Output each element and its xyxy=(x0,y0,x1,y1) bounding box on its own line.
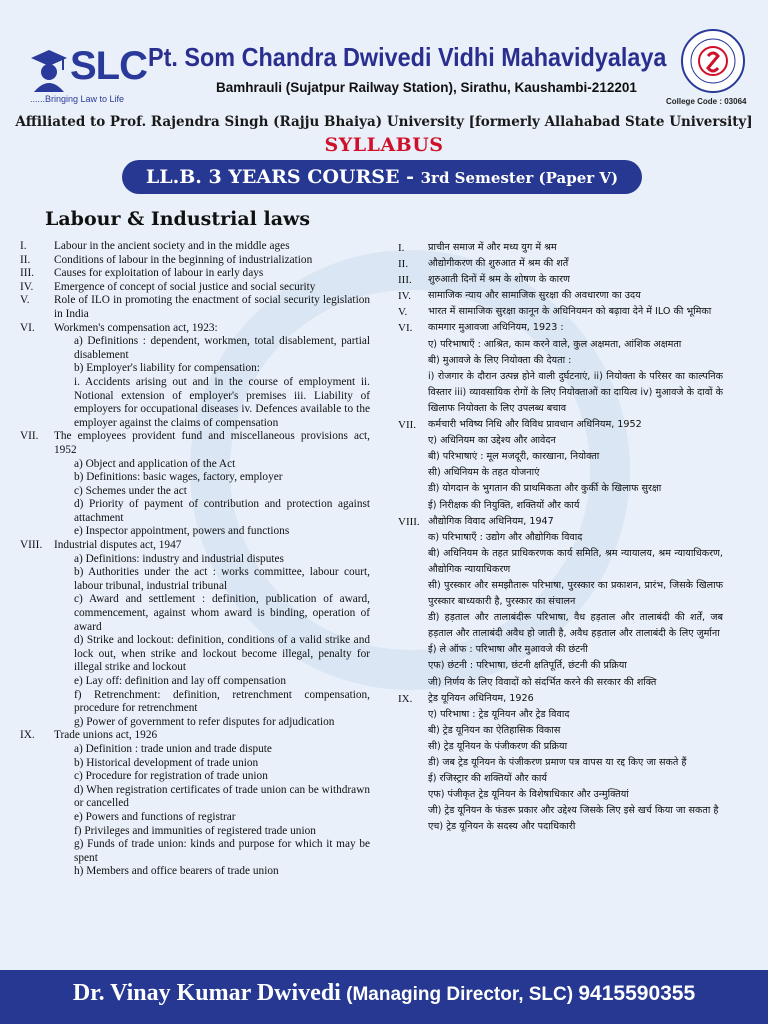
sub-item: एफ) छंटनी : परिभाषा, छंटनी क्षतिपूर्ति, छंटनी की प्रक्रिया xyxy=(428,660,627,672)
item-text: कामगार मुआवजा अधिनियम, 1923 : xyxy=(428,322,564,334)
item-number: VIII. xyxy=(20,539,43,552)
item-text: Causes for exploitation of labour in early days xyxy=(54,267,264,280)
item-text: Emergence of concept of social justice and social security xyxy=(54,280,316,293)
item-text: The employees provident fund and miscellaneous provisions act, 1952 xyxy=(54,430,370,456)
item-number: IV. xyxy=(20,280,34,293)
item-text: प्राचीन समाज में और मध्य युग में श्रम xyxy=(428,242,557,253)
sub-item: डी) हड़ताल और तालाबंदीरू परिभाषा, वैध हड़ताल और तालाबंदी की शर्तें, जब हड़ताल और तालाबंदी अवैध हो जाती है, अवैध हड़ताल और तालाबंदी के लिए जुर्माना xyxy=(428,612,723,640)
item-text: Labour in the ancient society and in the middle ages xyxy=(54,240,290,252)
director-name: Dr. Vinay Kumar Dwivedi xyxy=(72,980,341,1006)
list-item xyxy=(20,281,370,295)
item-text: Workmen's compensation act, 1923: xyxy=(54,321,218,334)
list-item xyxy=(398,288,723,304)
sub-item: d) Strike and lockout: definition, conditions of a valid strike and lock out, when strike and lockout become illegal, penalty for illegal strike and lockout xyxy=(74,634,370,674)
sub-item: बी) परिभाषाएं : मूल मजदूरी, कारखाना, नियोक्ता xyxy=(428,451,600,463)
item-text: Trade unions act, 1926 xyxy=(54,729,158,742)
course-banner xyxy=(122,160,642,194)
item-number: III. xyxy=(398,274,412,287)
item-number: IX. xyxy=(20,729,35,742)
sub-item: e) Lay off: definition and lay off compensation xyxy=(74,675,286,687)
item-text: कर्मचारी भविष्य निधि और विविध प्रावधान अधिनियम, 1952 xyxy=(428,419,642,431)
syllabus-english-column xyxy=(20,240,370,879)
sub-item: ए) परिभाषाएँ : आश्रित, काम करने वाले, कुल अक्षमता, आंशिक अक्षमता xyxy=(428,338,682,350)
slc-logo xyxy=(30,44,147,104)
list-item xyxy=(398,514,723,530)
sub-item: बी) मुआवजे के लिए नियोक्ता की देयता : xyxy=(428,354,572,366)
sub-item: c) Award and settlement : definition, publication of award, commencement, against whom award is binding, operation of award xyxy=(74,593,370,633)
item-number: VIII. xyxy=(398,515,420,528)
item-number: IV. xyxy=(398,290,411,303)
item-number: V. xyxy=(398,306,408,319)
sub-item: e) Powers and functions of registrar xyxy=(74,810,236,823)
sub-item: जी) ट्रेड यूनियन के फंडरू प्रकार और उद्देश्य जिसके लिए इसे खर्च किया जा सकता है xyxy=(428,805,719,817)
item-number: I. xyxy=(20,240,27,252)
item-text: शुरुआती दिनों में श्रम के शोषण के कारण xyxy=(428,274,570,286)
list-item xyxy=(398,320,723,336)
list-item xyxy=(398,256,723,272)
sub-item: a) Object and application of the Act xyxy=(74,457,236,470)
sub-item: डी) जब ट्रेड यूनियन के पंजीकरण प्रमाण पत्र वापस या रद्द किए जा सकते हैं xyxy=(428,757,687,768)
sub-item: g) Power of government to refer disputes for adjudication xyxy=(74,715,335,728)
item-number: III. xyxy=(20,267,35,280)
sub-item: f) Retrenchment: definition, retrenchment compensation, procedure for retrenchment xyxy=(74,688,370,715)
college-seal-icon xyxy=(680,28,746,94)
sub-item: g) Funds of trade union: kinds and purpose for which it may be spent xyxy=(74,838,370,864)
list-item xyxy=(398,240,723,256)
contact-phone: 9415590355 xyxy=(578,982,696,1005)
sub-item: b) Authorities under the act : works committee, labour court, labour tribunal, industrial tribunal xyxy=(74,566,370,592)
item-text: भारत में सामाजिक सुरक्षा कानून के अधिनियमन को बढ़ावा देने में ILO की भूमिका xyxy=(428,306,712,318)
sub-item: ई) रजिस्ट्रार की शक्तियों और कार्य xyxy=(428,773,547,785)
item-text: औद्योगिक विवाद अधिनियम, 1947 xyxy=(428,515,554,527)
sub-item: बी) ट्रेड यूनियन का ऐतिहासिक विकास xyxy=(428,724,561,736)
logo-text: SLC xyxy=(70,44,147,88)
list-item xyxy=(20,294,370,321)
item-number: IX. xyxy=(398,692,413,705)
item-text: Industrial disputes act, 1947 xyxy=(54,539,182,552)
list-item xyxy=(20,240,370,254)
sub-item: क) परिभाषाएँ : उद्योग और औद्योगिक विवाद xyxy=(428,531,583,543)
sub-item: a) Definitions : dependent, workmen, total disablement, partial disablement xyxy=(74,335,370,361)
footer-banner xyxy=(0,970,768,1024)
sub-item: सी) ट्रेड यूनियन के पंजीकरण की प्रक्रिया xyxy=(428,740,568,752)
sub-item: बी) अधिनियम के तहत प्राधिकरणक कार्य समिति, श्रम न्यायालय, श्रम न्यायाधिकरण, औद्योगिक न्यायाधिकरण xyxy=(428,547,723,575)
director-role: (Managing Director, SLC) xyxy=(340,984,579,1005)
sub-item: ए) परिभाषा : ट्रेड यूनियन और ट्रेड विवाद xyxy=(428,708,570,720)
sub-item: सी) पुरस्कार और समझौतारू परिभाषा, पुरस्कार का प्रकाशन, प्रारंभ, जिसके खिलाफ पुरस्कार बाध्यकारी है, पुरस्कार का संचालन xyxy=(428,579,723,608)
item-text: ट्रेड यूनियन अधिनियम, 1926 xyxy=(428,692,534,704)
item-number: II. xyxy=(398,258,409,271)
item-number: VI. xyxy=(20,321,35,334)
sub-item: b) Historical development of trade union xyxy=(74,756,259,769)
sub-item: डी) योगदान के भुगतान की प्राथमिकता और कुर्की के खिलाफ सुरक्षा xyxy=(428,483,662,495)
item-text: Conditions of labour in the beginning of industrialization xyxy=(54,253,313,266)
item-number: VI. xyxy=(398,322,413,335)
sub-item: जी) निर्णय के लिए विवादों को संदर्भित करने की सरकार की शक्ति xyxy=(428,676,657,688)
sub-item: d) When registration certificates of trade union can be withdrawn or cancelled xyxy=(74,783,370,810)
item-number: I. xyxy=(398,242,405,254)
sub-item: e) Inspector appointment, powers and functions xyxy=(74,525,290,538)
list-item xyxy=(398,417,723,433)
syllabus-hindi-column xyxy=(398,240,723,835)
list-item xyxy=(398,304,723,320)
sub-item: ई) ले ऑफ : परिभाषा और मुआवजे की छंटनी xyxy=(428,644,588,656)
sub-item: b) Definitions: basic wages, factory, employer xyxy=(74,471,283,484)
item-number: V. xyxy=(20,294,30,307)
sub-item: ई) निरीक्षक की नियुक्ति, शक्तियों और कार्य xyxy=(428,499,580,511)
item-text: Role of ILO in promoting the enactment of social security legislation in India xyxy=(54,294,370,320)
list-item xyxy=(20,539,370,553)
course-semester: 3rd Semester (Paper V) xyxy=(420,169,619,187)
sub-item: a) Definition : trade union and trade dispute xyxy=(74,742,272,755)
sub-item: c) Procedure for registration of trade union xyxy=(74,770,268,783)
sub-item: b) Employer's liability for compensation: xyxy=(74,362,260,375)
list-item xyxy=(20,322,370,336)
syllabus-heading: SYLLABUS xyxy=(324,134,444,156)
sub-item: i) रोजगार के दौरान उत्पन्न होने वाली दुर्घटनाएं, ii) नियोक्ता के परिसर का काल्पनिक विस्तार iii) व्यावसायिक रोगों के लिए नियोक्ताओं का दायित्व iv) मुआवजे के दावों के खिलाफ नियोक्ता के लिए उपलब्ध बचाव xyxy=(428,370,723,414)
list-item xyxy=(20,267,370,281)
course-title: LL.B. 3 YEARS COURSE - xyxy=(145,166,421,188)
sub-item: i. Accidents arising out and in the course of employment ii. Notional extension of employer's premises iii. Liability of employers for occupational diseases iv. Defences available to the employer against the claims of compensation xyxy=(74,375,370,429)
item-number: VII. xyxy=(398,419,417,432)
item-text: सामाजिक न्याय और सामाजिक सुरक्षा की अवधारणा का उदय xyxy=(428,290,641,302)
list-item xyxy=(20,430,370,457)
sub-item: ए) अधिनियम का उद्देश्य और आवेदन xyxy=(428,435,556,447)
sub-item: सी) अधिनियम के तहत योजनाएं xyxy=(428,467,540,479)
item-number: VII. xyxy=(20,430,39,443)
item-number: II. xyxy=(20,253,31,266)
graduate-icon xyxy=(30,48,68,92)
college-address: Bamhrauli (Sujatpur Railway Station), Sirathu, Kaushambi-212201 xyxy=(216,80,637,95)
sub-item: h) Members and office bearers of trade union xyxy=(74,865,279,878)
tagline: ......Bringing Law to Life xyxy=(30,94,125,104)
sub-item: एच) ट्रेड यूनियन के सदस्य और पदाधिकारी xyxy=(428,821,576,833)
sub-item: c) Schemes under the act xyxy=(74,484,187,497)
list-item xyxy=(398,691,723,707)
item-text: औद्योगीकरण की शुरुआत में श्रम की शर्तें xyxy=(428,258,569,270)
list-item xyxy=(20,729,370,743)
college-name: Pt. Som Chandra Dwivedi Vidhi Mahavidyalaya xyxy=(148,42,667,72)
sub-item: a) Definitions: industry and industrial disputes xyxy=(74,552,284,565)
subject-title: Labour & Industrial laws xyxy=(45,208,311,230)
college-code: College Code : 03064 xyxy=(666,97,747,106)
list-item xyxy=(398,272,723,288)
affiliation-line: Affiliated to Prof. Rajendra Singh (Rajju Bhaiya) University [formerly Allahabad State University] xyxy=(15,114,753,130)
list-item xyxy=(20,254,370,268)
sub-item: f) Privileges and immunities of registered trade union xyxy=(74,824,316,837)
sub-item: d) Priority of payment of contribution and protection against attachment xyxy=(74,498,370,524)
sub-item: एफ) पंजीकृत ट्रेड यूनियन के विशेषाधिकार और उन्मुक्तियां xyxy=(428,789,629,801)
